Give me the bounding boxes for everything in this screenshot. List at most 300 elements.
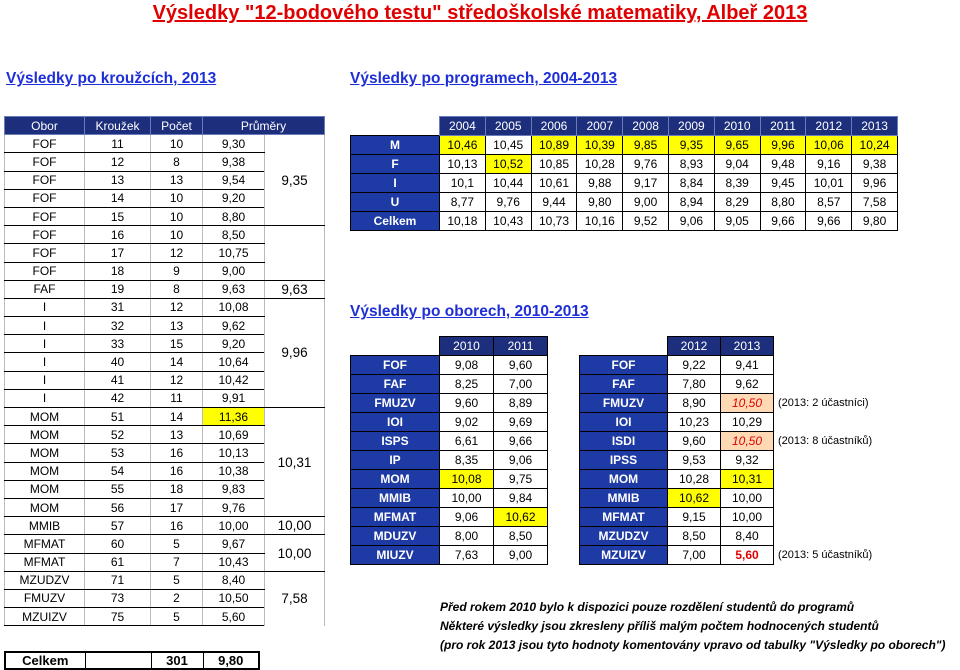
obor-value: 9,06 bbox=[440, 508, 494, 527]
table-row bbox=[351, 489, 944, 508]
section-title-programy: Výsledky po programech, 2004-2013 bbox=[350, 70, 618, 87]
program-label: Celkem bbox=[351, 212, 440, 231]
program-value: 9,76 bbox=[623, 155, 669, 174]
krouzky-cell-pocet: 11 bbox=[151, 389, 203, 407]
program-label: F bbox=[351, 155, 440, 174]
obor-label: ISDI bbox=[580, 432, 668, 451]
program-value: 10,01 bbox=[806, 174, 852, 193]
krouzky-cell-prumer: 9,20 bbox=[203, 189, 265, 207]
krouzky-cell-krouzek: 13 bbox=[85, 171, 151, 189]
krouzky-cell-obor: MOM bbox=[5, 498, 85, 516]
year-header: 2013 bbox=[721, 337, 774, 356]
krouzky-cell-obor: FOF bbox=[5, 153, 85, 171]
krouzky-cell-pocet: 5 bbox=[151, 608, 203, 626]
program-value: 10,46 bbox=[440, 136, 486, 155]
obor-value: 8,90 bbox=[668, 394, 721, 413]
krouzky-table bbox=[4, 116, 325, 626]
program-value: 10,44 bbox=[485, 174, 531, 193]
program-value: 8,94 bbox=[668, 193, 714, 212]
year-header: 2009 bbox=[668, 117, 714, 136]
total-average: 9,80 bbox=[203, 652, 259, 669]
obor-value: 9,02 bbox=[440, 413, 494, 432]
krouzky-cell-obor: FOF bbox=[5, 244, 85, 262]
krouzky-cell-pocet: 5 bbox=[151, 571, 203, 589]
obor-value: 9,15 bbox=[668, 508, 721, 527]
obor-label: MMIB bbox=[351, 489, 440, 508]
obor-label: MFMAT bbox=[351, 508, 440, 527]
programy-corner bbox=[351, 117, 440, 136]
krouzky-cell-obor: MFMAT bbox=[5, 535, 85, 553]
obor-value: 10,08 bbox=[440, 470, 494, 489]
obor-value: 9,84 bbox=[494, 489, 548, 508]
obor-value: 9,75 bbox=[494, 470, 548, 489]
program-value: 10,39 bbox=[577, 136, 623, 155]
group-average: 10,31 bbox=[265, 408, 325, 517]
program-value: 9,16 bbox=[806, 155, 852, 174]
year-header: 2011 bbox=[494, 337, 548, 356]
obor-value: 7,63 bbox=[440, 546, 494, 565]
year-header: 2012 bbox=[668, 337, 721, 356]
krouzky-cell-pocet: 7 bbox=[151, 553, 203, 571]
obor-value: 9,62 bbox=[721, 375, 774, 394]
obor-label: IP bbox=[351, 451, 440, 470]
table-row bbox=[5, 226, 325, 244]
krouzky-cell-obor: FOF bbox=[5, 135, 85, 153]
program-value: 8,39 bbox=[714, 174, 760, 193]
krouzky-cell-krouzek: 55 bbox=[85, 480, 151, 498]
table-row bbox=[5, 262, 325, 280]
table-row bbox=[351, 356, 944, 375]
krouzky-cell-pocet: 13 bbox=[151, 171, 203, 189]
krouzky-cell-obor: I bbox=[5, 317, 85, 335]
obor-note bbox=[774, 489, 944, 508]
krouzky-cell-pocet: 13 bbox=[151, 317, 203, 335]
krouzky-cell-krouzek: 42 bbox=[85, 389, 151, 407]
krouzky-cell-pocet: 8 bbox=[151, 153, 203, 171]
table-row bbox=[351, 413, 944, 432]
obor-value: 9,00 bbox=[494, 546, 548, 565]
note-line: (pro rok 2013 jsou tyto hodnoty komentovány vpravo od tabulky "Výsledky po oborech") bbox=[440, 638, 946, 652]
obor-label: FOF bbox=[351, 356, 440, 375]
krouzky-cell-prumer: 10,38 bbox=[203, 462, 265, 480]
krouzky-cell-prumer: 10,43 bbox=[203, 553, 265, 571]
krouzky-cell-prumer: 8,80 bbox=[203, 207, 265, 225]
obor-value: 10,50 bbox=[721, 432, 774, 451]
program-value: 9,44 bbox=[531, 193, 577, 212]
krouzky-cell-krouzek: 31 bbox=[85, 298, 151, 316]
krouzky-cell-krouzek: 52 bbox=[85, 426, 151, 444]
krouzky-cell-krouzek: 12 bbox=[85, 153, 151, 171]
krouzky-cell-krouzek: 56 bbox=[85, 498, 151, 516]
table-row bbox=[351, 451, 944, 470]
table-row bbox=[351, 155, 898, 174]
obor-note bbox=[774, 375, 944, 394]
obory-header-row bbox=[351, 337, 944, 356]
krouzky-cell-prumer: 10,08 bbox=[203, 298, 265, 316]
krouzky-cell-pocet: 16 bbox=[151, 462, 203, 480]
obor-note bbox=[774, 356, 944, 375]
krouzky-cell-prumer: 10,42 bbox=[203, 371, 265, 389]
header-obor: Obor bbox=[5, 117, 85, 135]
program-value: 8,93 bbox=[668, 155, 714, 174]
program-label: U bbox=[351, 193, 440, 212]
krouzky-cell-pocet: 5 bbox=[151, 535, 203, 553]
krouzky-cell-prumer: 10,69 bbox=[203, 426, 265, 444]
krouzky-cell-krouzek: 71 bbox=[85, 571, 151, 589]
year-header: 2011 bbox=[760, 117, 806, 136]
note-line: Před rokem 2010 bylo k dispozici pouze rozdělení studentů do programů bbox=[440, 600, 855, 614]
program-value: 10,85 bbox=[531, 155, 577, 174]
group-average: 10,00 bbox=[265, 517, 325, 535]
table-row bbox=[351, 212, 898, 231]
section-title-obory: Výsledky po oborech, 2010-2013 bbox=[350, 303, 589, 320]
program-value: 9,76 bbox=[485, 193, 531, 212]
program-value: 10,16 bbox=[577, 212, 623, 231]
program-value: 9,88 bbox=[577, 174, 623, 193]
krouzky-cell-krouzek: 54 bbox=[85, 462, 151, 480]
krouzky-cell-pocet: 9 bbox=[151, 262, 203, 280]
table-row bbox=[351, 193, 898, 212]
krouzky-cell-krouzek: 60 bbox=[85, 535, 151, 553]
obor-value: 9,41 bbox=[721, 356, 774, 375]
krouzky-cell-pocet: 2 bbox=[151, 589, 203, 607]
note-line: Některé výsledky jsou zkresleny příliš malým počtem hodnocených studentů bbox=[440, 619, 879, 633]
obor-value: 5,60 bbox=[721, 546, 774, 565]
obor-value: 9,69 bbox=[494, 413, 548, 432]
year-header: 2005 bbox=[485, 117, 531, 136]
krouzky-cell-krouzek: 32 bbox=[85, 317, 151, 335]
krouzky-cell-prumer: 10,13 bbox=[203, 444, 265, 462]
table-row bbox=[5, 408, 325, 426]
program-value: 9,48 bbox=[760, 155, 806, 174]
table-row bbox=[351, 508, 944, 527]
krouzky-cell-prumer: 9,62 bbox=[203, 317, 265, 335]
program-value: 9,65 bbox=[714, 136, 760, 155]
krouzky-cell-krouzek: 57 bbox=[85, 517, 151, 535]
krouzky-cell-obor: MOM bbox=[5, 444, 85, 462]
krouzky-cell-krouzek: 18 bbox=[85, 262, 151, 280]
obor-value: 10,28 bbox=[668, 470, 721, 489]
program-value: 9,17 bbox=[623, 174, 669, 193]
krouzky-cell-prumer: 10,64 bbox=[203, 353, 265, 371]
program-value: 10,18 bbox=[440, 212, 486, 231]
program-value: 10,61 bbox=[531, 174, 577, 193]
program-value: 9,85 bbox=[623, 136, 669, 155]
program-value: 9,45 bbox=[760, 174, 806, 193]
program-value: 9,04 bbox=[714, 155, 760, 174]
krouzky-cell-krouzek: 40 bbox=[85, 353, 151, 371]
obor-value: 9,22 bbox=[668, 356, 721, 375]
krouzky-cell-krouzek: 16 bbox=[85, 226, 151, 244]
obor-value: 8,40 bbox=[721, 527, 774, 546]
krouzky-cell-obor: MOM bbox=[5, 426, 85, 444]
obor-label: MDUZV bbox=[351, 527, 440, 546]
obor-value: 9,60 bbox=[668, 432, 721, 451]
obory-table bbox=[350, 336, 944, 565]
krouzky-cell-krouzek: 51 bbox=[85, 408, 151, 426]
header-krouzek: Kroužek bbox=[85, 117, 151, 135]
program-value: 9,96 bbox=[852, 174, 898, 193]
krouzky-header-row bbox=[5, 117, 325, 135]
table-row bbox=[5, 298, 325, 316]
program-value: 9,80 bbox=[577, 193, 623, 212]
obor-label: MIUZV bbox=[351, 546, 440, 565]
krouzky-cell-krouzek: 61 bbox=[85, 553, 151, 571]
program-value: 9,66 bbox=[760, 212, 806, 231]
krouzky-cell-pocet: 10 bbox=[151, 226, 203, 244]
krouzky-cell-pocet: 16 bbox=[151, 444, 203, 462]
obor-value: 10,31 bbox=[721, 470, 774, 489]
year-header: 2010 bbox=[714, 117, 760, 136]
krouzky-cell-prumer: 9,67 bbox=[203, 535, 265, 553]
krouzky-cell-pocet: 17 bbox=[151, 498, 203, 516]
obor-value: 10,50 bbox=[721, 394, 774, 413]
krouzky-cell-obor: MZUDZV bbox=[5, 571, 85, 589]
krouzky-cell-obor: FOF bbox=[5, 207, 85, 225]
obor-value: 9,53 bbox=[668, 451, 721, 470]
krouzky-cell-obor: MOM bbox=[5, 462, 85, 480]
program-value: 10,24 bbox=[852, 136, 898, 155]
program-value: 8,84 bbox=[668, 174, 714, 193]
krouzky-cell-prumer: 9,00 bbox=[203, 262, 265, 280]
table-row bbox=[351, 394, 944, 413]
obor-label: MMIB bbox=[580, 489, 668, 508]
group-average: 9,35 bbox=[265, 135, 325, 226]
krouzky-cell-obor: I bbox=[5, 335, 85, 353]
table-row bbox=[5, 571, 325, 589]
program-value: 10,13 bbox=[440, 155, 486, 174]
program-value: 10,52 bbox=[485, 155, 531, 174]
krouzky-cell-obor: MOM bbox=[5, 408, 85, 426]
obor-label: IPSS bbox=[580, 451, 668, 470]
krouzky-cell-krouzek: 19 bbox=[85, 280, 151, 298]
table-row bbox=[351, 174, 898, 193]
obor-value: 9,32 bbox=[721, 451, 774, 470]
krouzky-cell-prumer: 9,54 bbox=[203, 171, 265, 189]
programy-table bbox=[350, 116, 898, 231]
obor-note bbox=[774, 451, 944, 470]
obor-value: 10,23 bbox=[668, 413, 721, 432]
krouzky-cell-prumer: 9,20 bbox=[203, 335, 265, 353]
year-header: 2004 bbox=[440, 117, 486, 136]
obory-corner bbox=[351, 337, 440, 356]
table-row bbox=[5, 517, 325, 535]
krouzky-cell-prumer: 8,40 bbox=[203, 571, 265, 589]
program-value: 9,05 bbox=[714, 212, 760, 231]
program-value: 9,35 bbox=[668, 136, 714, 155]
group-average: 9,96 bbox=[265, 298, 325, 407]
obor-label: IOI bbox=[580, 413, 668, 432]
obor-value: 9,66 bbox=[494, 432, 548, 451]
obor-label: IOI bbox=[351, 413, 440, 432]
programy-header-row bbox=[351, 117, 898, 136]
obor-note bbox=[774, 527, 944, 546]
obor-value: 10,29 bbox=[721, 413, 774, 432]
obor-value: 7,00 bbox=[494, 375, 548, 394]
krouzky-cell-obor: I bbox=[5, 371, 85, 389]
obor-label: ISPS bbox=[351, 432, 440, 451]
year-header: 2007 bbox=[577, 117, 623, 136]
krouzky-cell-prumer: 8,50 bbox=[203, 226, 265, 244]
program-value: 10,73 bbox=[531, 212, 577, 231]
obor-value: 9,60 bbox=[440, 394, 494, 413]
krouzky-cell-obor: MFMAT bbox=[5, 553, 85, 571]
obor-note bbox=[774, 470, 944, 489]
group-average: 9,63 bbox=[265, 280, 325, 298]
program-value: 9,38 bbox=[852, 155, 898, 174]
krouzky-cell-prumer: 5,60 bbox=[203, 608, 265, 626]
krouzky-cell-pocet: 10 bbox=[151, 135, 203, 153]
krouzky-cell-krouzek: 73 bbox=[85, 589, 151, 607]
krouzky-cell-obor: MZUIZV bbox=[5, 608, 85, 626]
krouzky-cell-obor: I bbox=[5, 298, 85, 316]
obor-value: 8,50 bbox=[668, 527, 721, 546]
krouzky-cell-prumer: 9,30 bbox=[203, 135, 265, 153]
program-value: 9,00 bbox=[623, 193, 669, 212]
krouzky-cell-pocet: 13 bbox=[151, 426, 203, 444]
krouzky-cell-pocet: 18 bbox=[151, 480, 203, 498]
year-header: 2013 bbox=[852, 117, 898, 136]
table-row bbox=[351, 470, 944, 489]
krouzky-cell-pocet: 15 bbox=[151, 335, 203, 353]
krouzky-cell-prumer: 10,75 bbox=[203, 244, 265, 262]
program-value: 8,80 bbox=[760, 193, 806, 212]
krouzky-cell-krouzek: 11 bbox=[85, 135, 151, 153]
program-value: 10,28 bbox=[577, 155, 623, 174]
obor-label: FAF bbox=[580, 375, 668, 394]
group-average: 7,58 bbox=[265, 571, 325, 626]
total-label: Celkem bbox=[5, 652, 85, 669]
program-label: M bbox=[351, 136, 440, 155]
obor-value: 10,62 bbox=[668, 489, 721, 508]
obor-value: 8,35 bbox=[440, 451, 494, 470]
program-value: 10,06 bbox=[806, 136, 852, 155]
krouzky-cell-obor: FOF bbox=[5, 262, 85, 280]
krouzky-total-row bbox=[4, 651, 260, 670]
krouzky-cell-pocet: 8 bbox=[151, 280, 203, 298]
program-value: 10,43 bbox=[485, 212, 531, 231]
obor-label: MOM bbox=[580, 470, 668, 489]
program-value: 8,77 bbox=[440, 193, 486, 212]
program-label: I bbox=[351, 174, 440, 193]
krouzky-cell-prumer: 9,76 bbox=[203, 498, 265, 516]
krouzky-cell-pocet: 10 bbox=[151, 207, 203, 225]
krouzky-cell-obor: I bbox=[5, 353, 85, 371]
program-value: 7,58 bbox=[852, 193, 898, 212]
obor-value: 8,00 bbox=[440, 527, 494, 546]
krouzky-cell-obor: FMUZV bbox=[5, 589, 85, 607]
program-value: 10,89 bbox=[531, 136, 577, 155]
krouzky-cell-prumer: 9,38 bbox=[203, 153, 265, 171]
program-value: 9,80 bbox=[852, 212, 898, 231]
krouzky-cell-krouzek: 15 bbox=[85, 207, 151, 225]
krouzky-cell-prumer: 11,36 bbox=[203, 408, 265, 426]
krouzky-cell-pocet: 16 bbox=[151, 517, 203, 535]
krouzky-cell-krouzek: 41 bbox=[85, 371, 151, 389]
obor-note bbox=[774, 413, 944, 432]
krouzky-cell-obor: MOM bbox=[5, 480, 85, 498]
program-value: 8,29 bbox=[714, 193, 760, 212]
year-header: 2010 bbox=[440, 337, 494, 356]
program-value: 9,52 bbox=[623, 212, 669, 231]
obor-value: 10,00 bbox=[440, 489, 494, 508]
obor-value: 8,89 bbox=[494, 394, 548, 413]
table-row bbox=[351, 375, 944, 394]
program-value: 8,57 bbox=[806, 193, 852, 212]
header-pocet: Počet bbox=[151, 117, 203, 135]
obor-note: (2013: 5 účastníků) bbox=[778, 549, 873, 561]
obor-label: FAF bbox=[351, 375, 440, 394]
krouzky-cell-prumer: 10,50 bbox=[203, 589, 265, 607]
obor-note bbox=[774, 508, 944, 527]
krouzky-cell-obor: FOF bbox=[5, 189, 85, 207]
group-average: 10,00 bbox=[265, 535, 325, 571]
obor-value: 7,00 bbox=[668, 546, 721, 565]
obor-label: FOF bbox=[580, 356, 668, 375]
krouzky-cell-pocet: 12 bbox=[151, 244, 203, 262]
header-prumery: Průměry bbox=[203, 117, 325, 135]
program-value: 10,45 bbox=[485, 136, 531, 155]
krouzky-cell-krouzek: 75 bbox=[85, 608, 151, 626]
table-row bbox=[351, 136, 898, 155]
table-row bbox=[5, 135, 325, 153]
krouzky-cell-pocet: 12 bbox=[151, 298, 203, 316]
krouzky-cell-obor: FOF bbox=[5, 171, 85, 189]
krouzky-cell-prumer: 10,00 bbox=[203, 517, 265, 535]
year-header: 2012 bbox=[806, 117, 852, 136]
krouzky-cell-obor: FAF bbox=[5, 280, 85, 298]
year-header: 2008 bbox=[623, 117, 669, 136]
program-value: 9,06 bbox=[668, 212, 714, 231]
obor-note: (2013: 8 účastníků) bbox=[778, 435, 873, 447]
obor-value: 10,62 bbox=[494, 508, 548, 527]
krouzky-cell-obor: MMIB bbox=[5, 517, 85, 535]
table-row bbox=[5, 535, 325, 553]
krouzky-cell-prumer: 9,63 bbox=[203, 280, 265, 298]
krouzky-cell-krouzek: 17 bbox=[85, 244, 151, 262]
total-empty bbox=[85, 652, 151, 669]
obor-label: FMUZV bbox=[580, 394, 668, 413]
section-title-krouzky: Výsledky po kroužcích, 2013 bbox=[6, 70, 217, 87]
obor-value: 6,61 bbox=[440, 432, 494, 451]
program-value: 10,1 bbox=[440, 174, 486, 193]
krouzky-cell-pocet: 14 bbox=[151, 408, 203, 426]
obor-value: 10,00 bbox=[721, 508, 774, 527]
obor-value: 7,80 bbox=[668, 375, 721, 394]
table-row bbox=[351, 546, 944, 565]
obor-value: 8,25 bbox=[440, 375, 494, 394]
obor-label: MFMAT bbox=[580, 508, 668, 527]
krouzky-cell-krouzek: 53 bbox=[85, 444, 151, 462]
krouzky-cell-prumer: 9,83 bbox=[203, 480, 265, 498]
total-count: 301 bbox=[151, 652, 203, 669]
table-row bbox=[5, 280, 325, 298]
krouzky-cell-pocet: 14 bbox=[151, 353, 203, 371]
krouzky-cell-prumer: 9,91 bbox=[203, 389, 265, 407]
obor-value: 10,00 bbox=[721, 489, 774, 508]
notes bbox=[440, 598, 945, 655]
krouzky-cell-krouzek: 14 bbox=[85, 189, 151, 207]
obor-label: MZUDZV bbox=[580, 527, 668, 546]
obor-label: MOM bbox=[351, 470, 440, 489]
table-row bbox=[351, 432, 944, 451]
krouzky-cell-pocet: 10 bbox=[151, 189, 203, 207]
program-value: 9,96 bbox=[760, 136, 806, 155]
krouzky-cell-krouzek: 33 bbox=[85, 335, 151, 353]
obor-value: 9,06 bbox=[494, 451, 548, 470]
obor-label: MZUIZV bbox=[580, 546, 668, 565]
krouzky-cell-obor: FOF bbox=[5, 226, 85, 244]
